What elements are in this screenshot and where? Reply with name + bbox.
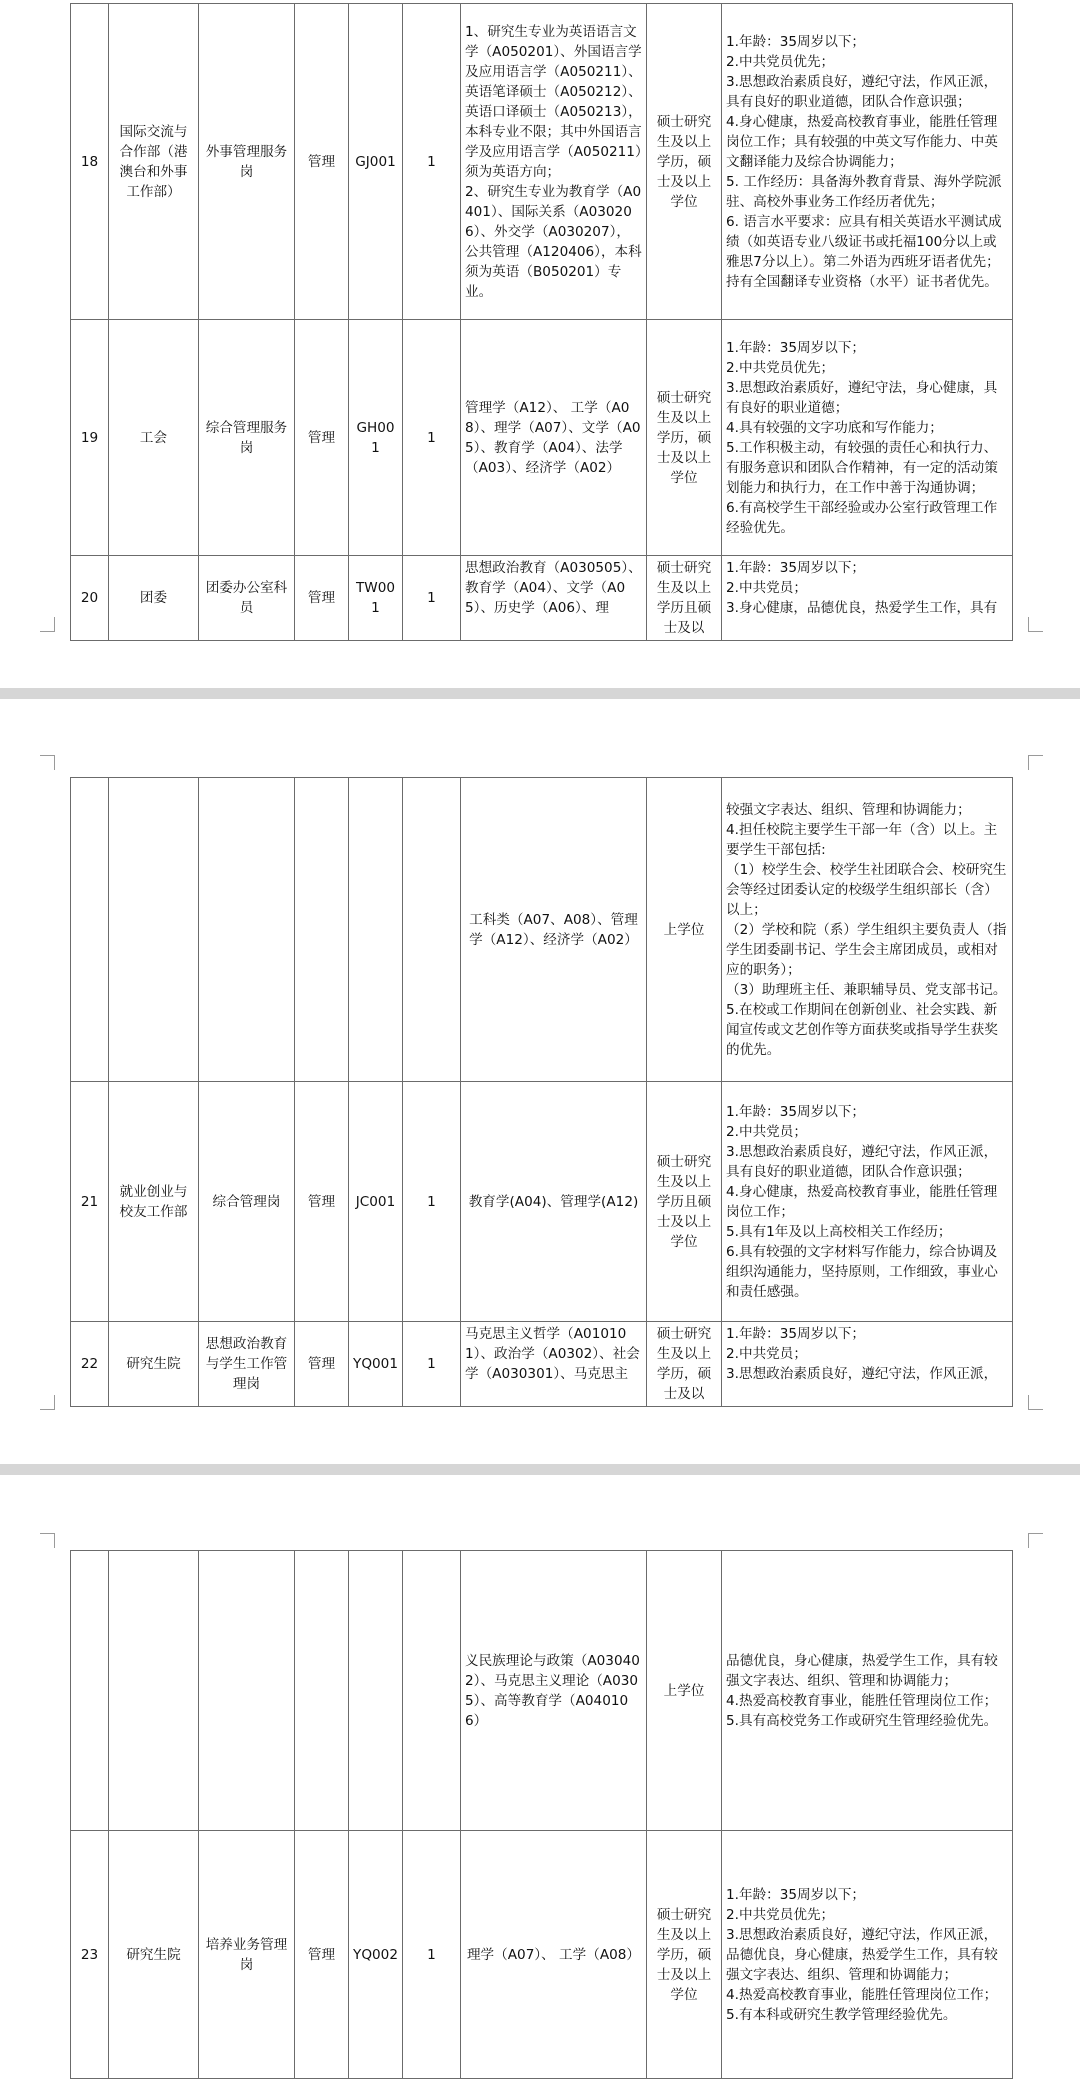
cell-req: 1.年龄：35周岁以下； 2.中共党员； 3.思想政治素质良好，遵纪守法，作风正派， xyxy=(726,1326,998,1382)
cell-dept: 研究生院 xyxy=(109,1831,199,2079)
crop-mark xyxy=(40,1533,55,1548)
cell-no-cont xyxy=(71,778,109,1082)
crop-mark xyxy=(1028,617,1043,632)
cell-req: 1.年龄：35周岁以下； 2.中共党员； 3.思想政治素质良好，遵纪守法，作风正派，具有良好的职业道德，团队合作意识强； 4.身心健康，热爱高校教育事业，能胜任管理岗位工作； 5.具有1年及以上高校相关工作经历； 6.具有较强的文字材料写作能力，综合协调及组织沟通能力，坚持原则，工作细致，事业心和责任感强。 xyxy=(726,1103,998,1300)
cell-type: 管理 xyxy=(295,556,349,641)
cell-major-cont: 义民族理论与政策（A030402）、马克思主义理论（A0305）、高等教育学（A040106） xyxy=(461,1551,647,1831)
page-2 xyxy=(0,699,1080,1459)
cell-edu: 硕士研究生及以上学历且硕士及以 xyxy=(647,556,722,641)
cell-dept: 工会 xyxy=(109,320,199,556)
cell-dept-cont xyxy=(109,778,199,1082)
table-row-19 xyxy=(71,320,1013,556)
cell-count: 1 xyxy=(403,556,461,641)
table-row-22-part2 xyxy=(71,1551,1013,1831)
cell-post: 综合管理服务岗 xyxy=(199,320,295,556)
cell-post: 团委办公室科员 xyxy=(199,556,295,641)
cell-major: 管理学（A12）、 工学（A08）、理学（A07）、文学（A05）、教育学（A04）、法学（A03）、经济学（A02） xyxy=(461,320,647,556)
job-table-page-2 xyxy=(70,777,1013,1407)
crop-mark xyxy=(1028,1395,1043,1410)
cell-type: 管理 xyxy=(295,4,349,320)
cell-count: 1 xyxy=(403,1831,461,2079)
cell-count: 1 xyxy=(403,1322,461,1407)
cell-edu: 硕士研究生及以上学历，硕士及以上学位 xyxy=(647,4,722,320)
cell-edu-cont: 上学位 xyxy=(647,778,722,1082)
cell-dept-cont xyxy=(109,1551,199,1831)
crop-mark xyxy=(1028,755,1043,770)
cell-count: 1 xyxy=(403,320,461,556)
crop-mark xyxy=(40,755,55,770)
cell-req: 1.年龄：35周岁以下； 2.中共党员优先； 3.思想政治素质良好，遵纪守法，作风正派，具有良好的职业道德，团队合作意识强； 4.身心健康，热爱高校教育事业，能胜任管理岗位工作；具有较强的中英文写作能力、中英文翻译能力及综合协调能力； 5. 工作经历：具备海外教育背景、海外学院派驻、高校外事业务工作经历者优先； 6. 语言水平要求：应具有相关英语水平测试成绩（如英语专业八级证书或托福100分以上或雅思7分以上）。第二外语为西班牙语者优先；持有全国翻译专业资格（水平）证书者优先。 xyxy=(726,33,1002,290)
cell-post-cont xyxy=(199,1551,295,1831)
cell-count: 1 xyxy=(403,4,461,320)
cell-req: 1.年龄：35周岁以下； 2.中共党员优先； 3.思想政治素质好，遵纪守法，身心健康，具有良好的职业道德； 4.具有较强的文字功底和写作能力； 5.工作积极主动，有较强的责任心和执行力、有服务意识和团队合作精神，有一定的活动策划能力和执行力，在工作中善于沟通协调； 6.有高校学生干部经验或办公室行政管理工作经验优先。 xyxy=(726,339,998,536)
cell-code: GJ001 xyxy=(349,4,403,320)
cell-edu-cont: 上学位 xyxy=(647,1551,722,1831)
cell-no: 21 xyxy=(71,1082,109,1322)
table-row-22-part1 xyxy=(71,1322,1013,1407)
cell-edu: 硕士研究生及以上学历且硕士及以上学位 xyxy=(647,1082,722,1322)
table-row-18 xyxy=(71,4,1013,320)
cell-code: YQ001 xyxy=(349,1322,403,1407)
cell-major: 理学（A07）、 工学（A08） xyxy=(461,1831,647,2079)
cell-code-cont xyxy=(349,778,403,1082)
page-1 xyxy=(0,0,1080,684)
page-separator xyxy=(0,688,1080,699)
crop-mark xyxy=(40,617,55,632)
cell-no: 22 xyxy=(71,1322,109,1407)
cell-major: 教育学(A04)、管理学(A12) xyxy=(461,1082,647,1322)
cell-major-cont: 工科类（A07、A08）、管理学（A12）、经济学（A02） xyxy=(461,778,647,1082)
cell-req-cont: 品德优良，身心健康，热爱学生工作，具有较强文字表达、组织、管理和协调能力； 4.热爱高校教育事业，能胜任管理岗位工作； 5.具有高校党务工作或研究生管理经验优先。 xyxy=(726,1652,998,1729)
table-row-23 xyxy=(71,1831,1013,2079)
table-row-20-part2 xyxy=(71,778,1013,1082)
cell-req-cont: 较强文字表达、组织、管理和协调能力； 4.担任校院主要学生干部一年（含）以上。主要学生干部包括: （1）校学生会、校学生社团联合会、校研究生会等经过团委认定的校级学生组织部长（含）以上； （2）学校和院（系）学生组织主要负责人（指学生团委副书记、学生会主席团成员，或相对应的职务）； （3）助理班主任、兼职辅导员、党支部书记。 5.在校或工作期间在创新创业、社会实践、新闻宣传或文艺创作等方面获奖或指导学生获奖的优先。 xyxy=(726,801,1007,1058)
cell-post: 培养业务管理岗 xyxy=(199,1831,295,2079)
cell-dept: 团委 xyxy=(109,556,199,641)
page-3 xyxy=(0,1475,1080,2084)
cell-post: 外事管理服务岗 xyxy=(199,4,295,320)
cell-code: YQ002 xyxy=(349,1831,403,2079)
cell-major: 思想政治教育（A030505）、教育学（A04）、文学（A05）、历史学（A06）、理 xyxy=(461,556,647,641)
cell-dept: 国际交流与合作部（港澳台和外事工作部） xyxy=(109,4,199,320)
cell-no: 23 xyxy=(71,1831,109,2079)
cell-code: TW001 xyxy=(349,556,403,641)
cell-count: 1 xyxy=(403,1082,461,1322)
cell-edu: 硕士研究生及以上学历，硕士及以 xyxy=(647,1322,722,1407)
page-separator xyxy=(0,1464,1080,1475)
table-row-21 xyxy=(71,1082,1013,1322)
cell-count-cont xyxy=(403,778,461,1082)
cell-no: 19 xyxy=(71,320,109,556)
cell-edu: 硕士研究生及以上学历，硕士及以上学位 xyxy=(647,1831,722,2079)
cell-req: 1.年龄：35周岁以下； 2.中共党员； 3.身心健康，品德优良，热爱学生工作，具有 xyxy=(726,560,998,616)
crop-mark xyxy=(1028,1533,1043,1548)
cell-type: 管理 xyxy=(295,320,349,556)
cell-no-cont xyxy=(71,1551,109,1831)
cell-major: 1、研究生专业为英语语言文学（A050201）、外国语言学及应用语言学（A050211）、英语笔译硕士（A050212）、英语口译硕士（A050213），本科专业不限；其中外国语言学及应用语言学（A050211）须为英语方向； 2、研究生专业为教育学（A0401）、国际关系（A030206）、外交学（A030207），公共管理（A120406），本科须为英语（B050201）专业。 xyxy=(465,23,642,300)
cell-post: 思想政治教育与学生工作管理岗 xyxy=(199,1322,295,1407)
cell-edu: 硕士研究生及以上学历，硕士及以上学位 xyxy=(647,320,722,556)
cell-type-cont xyxy=(295,778,349,1082)
cell-post: 综合管理岗 xyxy=(199,1082,295,1322)
cell-dept: 研究生院 xyxy=(109,1322,199,1407)
cell-dept: 就业创业与校友工作部 xyxy=(109,1082,199,1322)
cell-type: 管理 xyxy=(295,1082,349,1322)
job-table-page-1 xyxy=(70,3,1013,641)
cell-code: JC001 xyxy=(349,1082,403,1322)
cell-type: 管理 xyxy=(295,1322,349,1407)
cell-type: 管理 xyxy=(295,1831,349,2079)
cell-major: 马克思主义哲学（A010101）、政治学（A0302）、社会学（A030301）、马克思主 xyxy=(461,1322,647,1407)
cell-count-cont xyxy=(403,1551,461,1831)
cell-no: 18 xyxy=(71,4,109,320)
cell-code: GH001 xyxy=(349,320,403,556)
cell-type-cont xyxy=(295,1551,349,1831)
cell-code-cont xyxy=(349,1551,403,1831)
table-row-20-part1 xyxy=(71,556,1013,641)
cell-no: 20 xyxy=(71,556,109,641)
cell-post-cont xyxy=(199,778,295,1082)
crop-mark xyxy=(40,1395,55,1410)
cell-req: 1.年龄：35周岁以下； 2.中共党员优先； 3.思想政治素质良好，遵纪守法，作风正派，品德优良，身心健康，热爱学生工作，具有较强文字表达、组织、管理和协调能力； 4.热爱高校教育事业，能胜任管理岗位工作； 5.有本科或研究生教学管理经验优先。 xyxy=(726,1886,998,2023)
job-table-page-3 xyxy=(70,1550,1013,2079)
